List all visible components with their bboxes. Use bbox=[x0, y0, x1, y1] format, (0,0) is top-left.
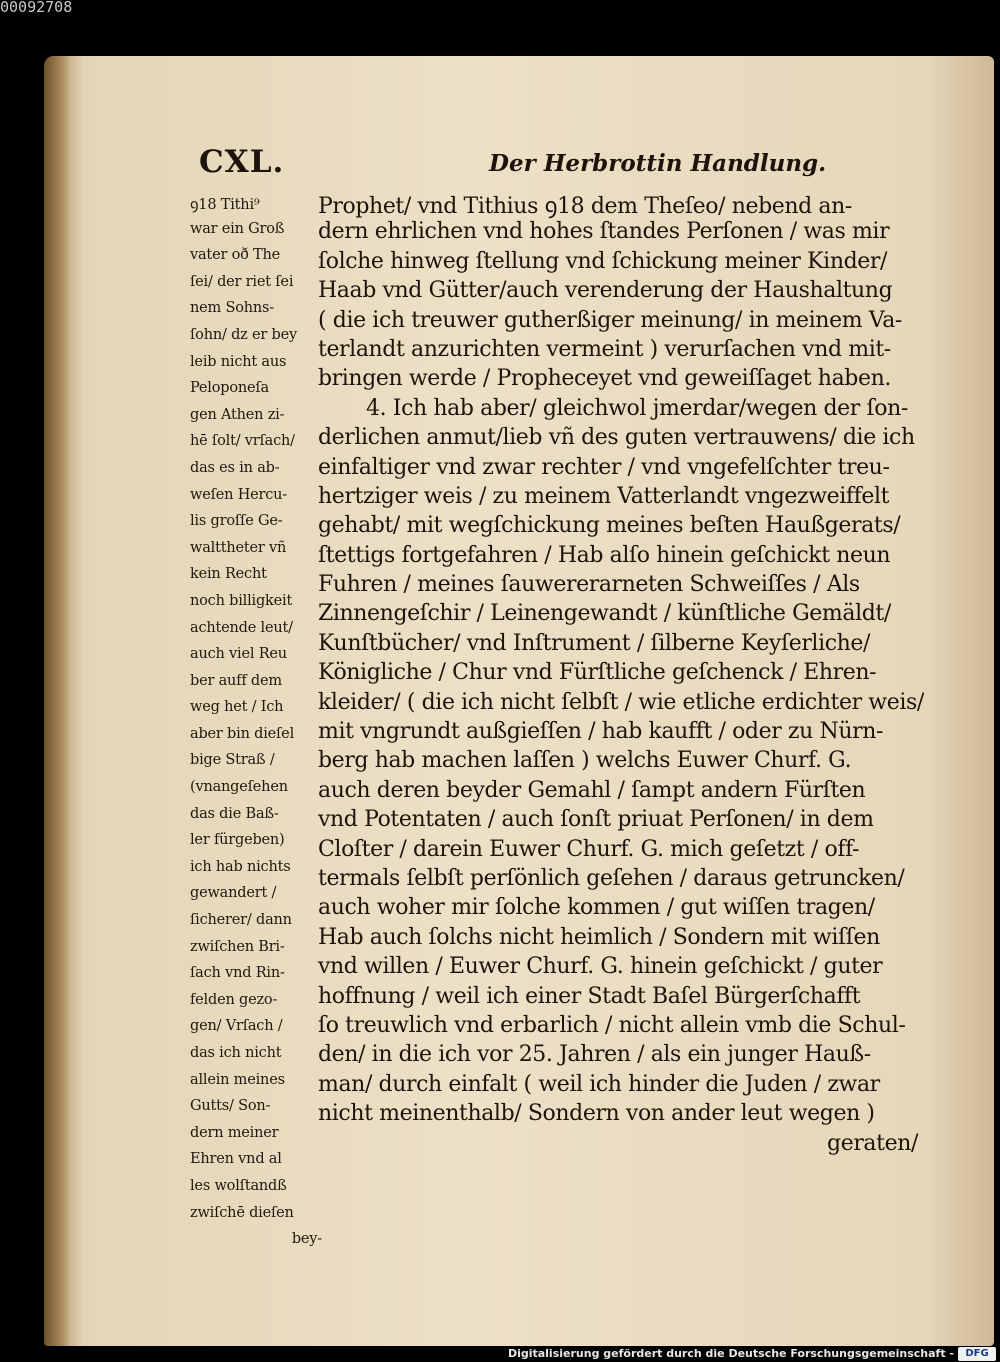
text-line: nicht meinenthalb/ Sondern von ander leut wegen ) bbox=[318, 1101, 875, 1127]
marginal-line: ber auff dem bbox=[190, 672, 282, 689]
funding-notice: Digitalisierung gefördert durch die Deutsche Forschungsgemeinschaft - bbox=[507, 1347, 954, 1360]
text-line: gehabt/ mit wegſchickung meines beſten Haußgerats/ bbox=[318, 513, 901, 539]
marginal-line: ꝯ18 Tithi⁹ bbox=[190, 197, 260, 213]
body-text bbox=[318, 190, 924, 1160]
marginal-line: les wolſtandß bbox=[190, 1177, 287, 1194]
marginal-line: dern meiner bbox=[190, 1124, 279, 1141]
text-line: vnd Potentaten / auch ſonſt priuat Perſonen/ in dem bbox=[318, 807, 874, 833]
text-line: Zinnengeſchir / Leinengewandt / künſtliche Gemäldt/ bbox=[318, 601, 891, 627]
marginal-line: Gutts/ Son- bbox=[190, 1098, 271, 1115]
running-head-title: Der Herbrottin Handlung. bbox=[489, 150, 827, 177]
text-line: derlichen anmut/lieb vñ des guten vertrauwens/ die ich bbox=[318, 425, 915, 451]
text-line: mit vngrundt außgieſſen / hab kaufft / oder zu Nürn- bbox=[318, 719, 884, 745]
marginal-line: bey- bbox=[291, 1231, 322, 1248]
marginal-line: (vnangeſehen bbox=[190, 779, 288, 796]
marginal-line: allein meines bbox=[190, 1071, 285, 1088]
marginal-line: achtende leut/ bbox=[190, 619, 293, 636]
text-line: einfaltiger vnd zwar rechter / vnd vngefelſchter treu- bbox=[318, 454, 890, 480]
marginal-line: ſach vnd Rin- bbox=[190, 965, 285, 982]
text-line: dern ehrlichen vnd hohes ſtandes Perſonen / was mir bbox=[318, 219, 890, 245]
marginal-line: gen/ Vrſach / bbox=[190, 1018, 283, 1035]
marginal-line: Ehren vnd al bbox=[190, 1151, 282, 1168]
marginal-line: das es in ab- bbox=[190, 459, 280, 476]
text-line: Cloſter / darein Euwer Churf. G. mich geſetzt / off- bbox=[318, 836, 860, 862]
text-line: hoffnung / weil ich einer Stadt Baſel Bürgerſchafft bbox=[318, 983, 861, 1009]
marginal-line: Peloponeſa bbox=[190, 380, 269, 397]
text-line: hertziger weis / zu meinem Vatterlandt vngezweiffelt bbox=[318, 483, 890, 509]
running-head bbox=[199, 144, 919, 190]
text-line: auch deren beyder Gemahl / ſampt andern Fürſten bbox=[318, 777, 866, 803]
marginal-line: ſei/ der riet ſei bbox=[190, 273, 294, 290]
text-line: Prophet/ vnd Tithius ꝯ18 dem Theſeo/ nebend an- bbox=[318, 194, 852, 219]
marginal-line: nem Sohns- bbox=[190, 300, 274, 317]
marginal-note bbox=[190, 194, 322, 1258]
marginal-line: walttheter vñ bbox=[190, 539, 287, 556]
text-line: den/ in die ich vor 25. Jahren / als ein junger Hauß- bbox=[318, 1042, 871, 1068]
marginal-line: weg het / Ich bbox=[190, 699, 284, 716]
marginal-line: zwiſchē dieſen bbox=[190, 1204, 294, 1221]
scan-id: 00092708 bbox=[0, 0, 73, 16]
book-page bbox=[44, 56, 994, 1346]
text-line: Fuhren / meines ſauwererarneten Schweiſſes / Als bbox=[318, 572, 860, 598]
marginal-line: das die Baß- bbox=[190, 805, 279, 822]
marginal-line: hē ſolt/ vrſach/ bbox=[190, 433, 295, 450]
marginal-line: war ein Groß bbox=[190, 220, 285, 237]
marginal-line: gen Athen zi- bbox=[190, 406, 285, 423]
text-line: Haab vnd Gütter/auch verenderung der Haushaltung bbox=[318, 278, 893, 304]
marginal-line: felden gezo- bbox=[190, 991, 278, 1008]
catchword-line: geraten/ bbox=[827, 1130, 918, 1156]
marginal-line: bige Straß / bbox=[190, 752, 275, 769]
text-line: auch woher mir ſolche kommen / gut wiſſen tragen/ bbox=[318, 895, 875, 921]
text-line: man/ durch einfalt ( weil ich hinder die Juden / zwar bbox=[318, 1071, 880, 1097]
text-line: bringen werde / Propheceyet vnd geweiſſaget haben. bbox=[318, 366, 891, 392]
marginal-line: auch viel Reu bbox=[190, 646, 287, 663]
footer-bar bbox=[0, 1346, 1000, 1362]
text-line: vnd willen / Euwer Churf. G. hinein geſchickt / guter bbox=[318, 954, 883, 980]
text-line: Kunſtbücher/ vnd Inſtrument / ſilberne Keyſerliche/ bbox=[318, 630, 871, 656]
marginal-line: aber bin dieſel bbox=[190, 725, 295, 742]
text-line: ( die ich treuwer gutherßiger meinung/ in meinem Va- bbox=[318, 307, 902, 333]
marginal-line: noch billigkeit bbox=[190, 592, 293, 609]
dfg-logo: DFG bbox=[958, 1347, 996, 1361]
marginal-line: ich hab nichts bbox=[190, 858, 291, 875]
text-line: Hab auch ſolchs nicht heimlich / Sondern mit wiſſen bbox=[318, 924, 880, 950]
text-line: terlandt anzurichten vermeint ) verurſachen vnd mit- bbox=[318, 336, 891, 362]
text-line: ſolche hinweg ſtellung vnd ſchickung meiner Kinder/ bbox=[318, 248, 888, 274]
folio-number: CXL. bbox=[199, 144, 285, 180]
text-line: ſtettigs fortgefahren / Hab alſo hinein geſchickt neun bbox=[318, 542, 891, 568]
marginal-line: ſohn/ dz er bey bbox=[190, 326, 297, 343]
text-line: termals ſelbſt perſönlich geſehen / daraus getruncken/ bbox=[318, 865, 905, 891]
marginal-line: kein Recht bbox=[190, 566, 267, 583]
marginal-line: ler fürgeben) bbox=[190, 832, 285, 849]
marginal-line: lis groſſe Ge- bbox=[190, 513, 283, 530]
marginal-line: ſicherer/ dann bbox=[190, 912, 292, 929]
marginal-line: zwiſchen Bri- bbox=[190, 938, 285, 955]
marginal-line: leib nicht aus bbox=[190, 353, 287, 370]
text-line: berg hab machen laſſen ) welchs Euwer Churf. G. bbox=[318, 748, 852, 774]
paragraph-start-line: 4. Ich hab aber/ gleichwol jmerdar/wegen der ſon- bbox=[366, 395, 908, 421]
marginal-line: weſen Hercu- bbox=[190, 486, 288, 503]
marginal-line: gewandert / bbox=[190, 885, 277, 902]
text-line: ſo treuwlich vnd erbarlich / nicht allein vmb die Schul- bbox=[318, 1012, 906, 1038]
text-line: kleider/ ( die ich nicht ſelbſt / wie etliche erdichter weis/ bbox=[318, 689, 924, 715]
marginal-line: das ich nicht bbox=[190, 1045, 282, 1061]
text-line: Königliche / Chur vnd Fürſtliche geſchenck / Ehren- bbox=[318, 660, 877, 686]
page-gutter-edge bbox=[44, 56, 70, 1346]
marginal-line: vater oð The bbox=[190, 247, 281, 264]
